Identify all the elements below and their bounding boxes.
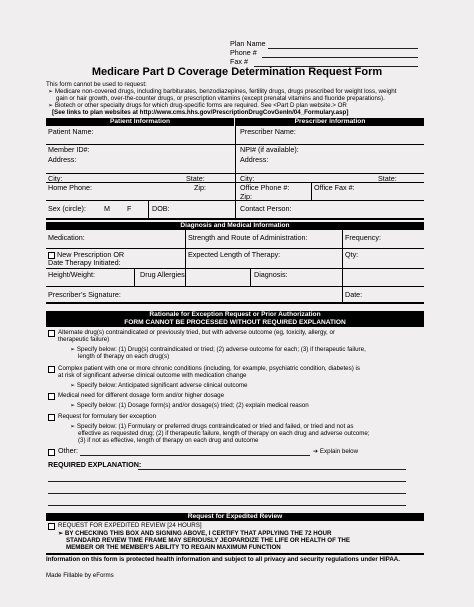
grid-line xyxy=(46,173,424,174)
phone-field[interactable] xyxy=(262,57,418,58)
grid-divider xyxy=(250,268,251,286)
strength-route-label: Strength and Route of Administration: xyxy=(188,233,308,242)
eforms-credit: Made Fillable by eForms xyxy=(46,572,114,579)
grid-line xyxy=(46,182,424,183)
hipaa-notice: Information on this form is protected health information and subject to all privacy and security regulations under HIPAA. xyxy=(46,556,400,563)
grid-line xyxy=(46,218,424,220)
prescriber-city-label: City: xyxy=(240,174,255,183)
date-label: Date: xyxy=(345,290,363,299)
grid-divider xyxy=(134,268,135,286)
prescriber-name-label: Prescriber Name: xyxy=(240,127,296,136)
medication-label: Medication: xyxy=(48,233,85,242)
grid-line xyxy=(46,268,424,269)
frequency-label: Frequency: xyxy=(345,233,381,242)
patient-member-id-label: Member ID#: xyxy=(48,145,90,154)
prescriber-state-label: State: xyxy=(378,174,397,183)
option-tier-exception-specify: ➢ Specify below: (1) Formulary or preferred drugs contraindicated or tried and failed, or tried and not as xyxy=(70,423,354,430)
patient-state-label: State: xyxy=(186,174,205,183)
option-tier-exception-text: Request for formulary tier exception xyxy=(58,413,157,420)
patient-city-label: City: xyxy=(48,174,63,183)
intro-bullet-1-cont: gain or hair growth, over-the-counter drugs, or prescription vitamins (except prenatal vitamins and fluoride preparations). xyxy=(56,95,385,102)
section-prescriber-info: Prescriber Information xyxy=(236,118,424,126)
grid-line xyxy=(46,248,424,249)
date-initiated-label: Date Therapy Initiated: xyxy=(48,258,121,267)
section-expedited-review: Request for Expedited Review xyxy=(46,513,424,521)
prescriber-npi-label: NPI# (if available): xyxy=(240,145,299,154)
diagnosis-label: Diagnosis: xyxy=(254,270,288,279)
option-alternate-drug-specify-cont: length of therapy on each drug(s) xyxy=(78,353,170,360)
expedited-line-4: MEMBER OR THE MEMBER’S ABILITY TO REGAIN MAXIMUM FUNCTION xyxy=(66,544,281,551)
option-complex-patient-checkbox[interactable] xyxy=(48,366,55,373)
option-complex-patient-text: Complex patient with one or more chronic conditions (including, for example, psychiatric condition, diabetes) is xyxy=(58,365,360,372)
option-tier-exception-specify-3: (3) if not as effective, length of therapy on each drug and outcome xyxy=(78,437,259,444)
grid-divider xyxy=(342,230,343,302)
patient-address-label: Address: xyxy=(48,155,77,164)
option-alternate-drug-specify: ➢ Specify below: (1) Drug(s) contraindicated or tried; (2) adverse outcome for each; (3) if therapeutic failure, xyxy=(70,346,366,353)
grid-line xyxy=(46,200,424,201)
drug-allergies-label: Drug Allergies: xyxy=(140,270,187,279)
option-other-field[interactable] xyxy=(80,455,310,456)
form-title: Medicare Part D Coverage Determination Request Form xyxy=(91,66,383,78)
explain-below-label: ➔ Explain below xyxy=(313,448,359,455)
option-tier-exception-specify-2: effective as requested drug; (2) if therapeutic failure, length of therapy on each drug and adverse outcome; xyxy=(78,430,370,437)
grid-line xyxy=(46,286,424,287)
intro-links: [See links to plan websites at http://www.cms.hhs.gov/PrescriptionDrugCovGenIn/04_Formulary.asp] xyxy=(52,109,349,116)
patient-zip-label: Zip: xyxy=(194,183,206,192)
option-alternate-drug-text-cont: therapeutic failure) xyxy=(58,336,110,343)
expedited-line-3: STANDARD REVIEW TIME FRAME MAY SERIOUSLY JEOPARDIZE THE LIFE OR HEALTH OF THE xyxy=(66,537,350,544)
intro-cannot: This form cannot be used to request: xyxy=(46,81,147,88)
prescriber-contact-label: Contact Person: xyxy=(240,204,292,213)
expected-length-label: Expected Length of Therapy: xyxy=(188,250,281,259)
patient-dob-label: DOB: xyxy=(152,204,170,213)
explanation-line-2[interactable] xyxy=(48,481,406,482)
option-dosage-text: Medical need for different dosage form and/or higher dosage xyxy=(58,392,225,399)
intro-bullet-2: ➢ Biotech or other specialty drugs for which drug-specific forms are required. See <Part D plan website.> OR xyxy=(48,102,347,109)
explanation-line-1[interactable] xyxy=(138,469,406,470)
section-rationale-required: FORM CANNOT BE PROCESSED WITHOUT REQUIRED EXPLANATION xyxy=(46,319,424,327)
plan-name-field[interactable] xyxy=(268,48,418,49)
sex-option-f[interactable]: F xyxy=(127,204,132,213)
prescriber-signature-label: Prescriber’s Signature: xyxy=(48,290,121,299)
fax-label: Fax # xyxy=(230,57,248,66)
expedited-review-checkbox[interactable] xyxy=(48,523,55,530)
option-complex-patient-text-cont: at risk of significant adverse clinical outcome with medication change xyxy=(58,372,247,379)
new-prescription-label: New Prescription OR xyxy=(57,250,125,259)
section-diagnosis-medical: Diagnosis and Medical Information xyxy=(46,222,424,230)
qty-label: Qty: xyxy=(345,250,359,259)
phone-label: Phone # xyxy=(230,48,257,57)
patient-name-label: Patient Name: xyxy=(48,127,94,136)
prescriber-address-label: Address: xyxy=(240,155,269,164)
section-rationale: Rationale for Exception Request or Prior Authorization xyxy=(46,311,424,319)
expedited-line-1: REQUEST FOR EXPEDITED REVIEW [24 HOURS] xyxy=(58,522,202,529)
grid-line xyxy=(46,553,424,555)
option-alternate-drug-checkbox[interactable] xyxy=(48,330,55,337)
grid-divider xyxy=(235,118,236,218)
grid-divider xyxy=(148,200,149,218)
required-explanation-label: REQUIRED EXPLANATION: xyxy=(48,460,142,469)
patient-sex-label: Sex (circle): xyxy=(48,204,86,213)
option-alternate-drug-text: Alternate drug(s) contraindicated or previously tried, but with adverse outcome (eg, toxicity, allergy, or xyxy=(58,329,335,336)
section-patient-info: Patient Information xyxy=(46,118,234,126)
option-complex-patient-specify: ➢ Specify below: Anticipated significant adverse clinical outcome xyxy=(70,382,248,389)
prescriber-zip-label: Zip: xyxy=(240,192,252,201)
option-other-checkbox[interactable] xyxy=(48,449,55,456)
grid-line xyxy=(46,144,424,145)
grid-line xyxy=(46,302,424,304)
grid-divider xyxy=(311,182,312,200)
option-tier-exception-checkbox[interactable] xyxy=(48,414,55,421)
explanation-line-4[interactable] xyxy=(48,505,406,506)
expedited-line-2: ➢ BY CHECKING THIS BOX AND SIGNING ABOVE, I CERTIFY THAT APPLYING THE 72 HOUR xyxy=(58,530,332,537)
option-dosage-specify: ➢ Specify below: (1) Dosage form(s) and/or dosage(s) tried; (2) explain medical reason xyxy=(70,402,309,409)
option-dosage-checkbox[interactable] xyxy=(48,393,55,400)
sex-option-m[interactable]: M xyxy=(104,204,110,213)
explanation-line-3[interactable] xyxy=(48,493,406,494)
plan-name-label: Plan Name xyxy=(230,39,266,48)
patient-home-phone-label: Home Phone: xyxy=(48,183,92,192)
prescriber-office-fax-label: Office Fax #: xyxy=(314,183,355,192)
intro-bullet-1: ➢ Medicare non-covered drugs, including barbiturates, benzodiazepines, fertility drugs, drugs prescribed for weight loss, weight xyxy=(48,88,397,95)
option-other-label: Other: xyxy=(58,446,78,455)
height-weight-label: Height/Weight: xyxy=(48,270,96,279)
prescriber-office-phone-label: Office Phone #: xyxy=(240,183,290,192)
